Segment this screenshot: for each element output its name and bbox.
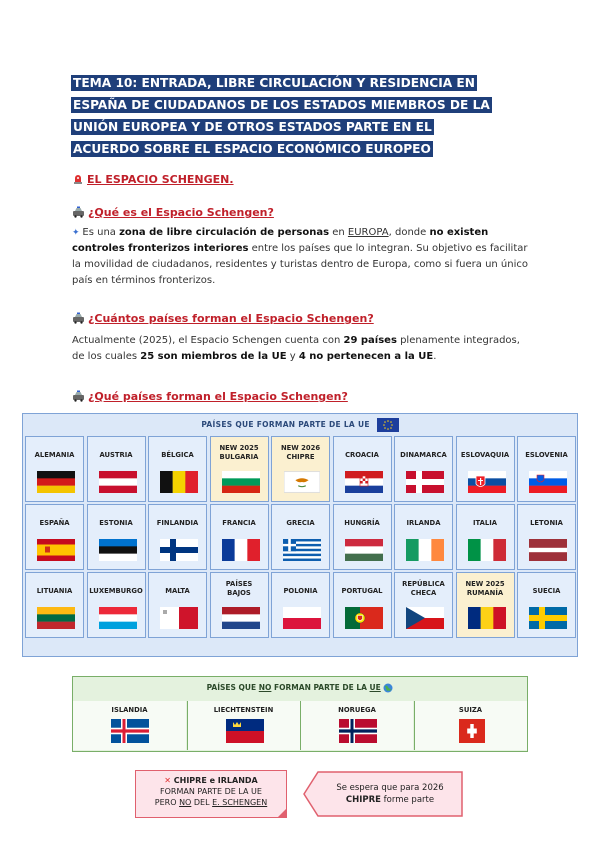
- country-name: CROACIA: [345, 451, 379, 459]
- country-cell-ro: [456, 572, 515, 638]
- country-cell-fi: [148, 504, 207, 570]
- eu-flag-icon: [377, 418, 399, 432]
- country-name: NORUEGA: [338, 706, 376, 714]
- title-line-2: ESPAÑA DE CIUDADANOS DE LOS ESTADOS MIEMBROS DE LA: [73, 98, 490, 112]
- eu-table-header: [23, 414, 577, 436]
- flag-hu-icon: [345, 539, 383, 561]
- title-line-3: UNIÓN EUROPEA Y DE OTROS ESTADOS PARTE EN EL: [73, 120, 432, 134]
- flag-fi-icon: [160, 539, 198, 561]
- note-left-line3-b: NO: [179, 798, 192, 807]
- country-cell-bg: [210, 436, 269, 502]
- new-tag-label: NEW 2026: [280, 444, 321, 452]
- country-cell-hu: [333, 504, 392, 570]
- country-cell-lv: [517, 504, 576, 570]
- flag-lu-icon: [99, 607, 137, 629]
- country-cell-pl: [271, 572, 330, 638]
- q1-text-d: EUROPA: [347, 227, 389, 238]
- country-name: [211, 444, 268, 462]
- country-cell-fr: [210, 504, 269, 570]
- country-name: LUXEMBURGO: [89, 587, 143, 595]
- note-right-line2-a: CHIPRE: [345, 795, 381, 805]
- country-name: ISLANDIA: [111, 706, 148, 714]
- country-cell-hr: [333, 436, 392, 502]
- non-eu-country-cell-ch: [414, 701, 527, 750]
- country-cell-cy: [271, 436, 330, 502]
- non-eu-country-cell-is: [73, 701, 186, 750]
- country-cell-gr: [271, 504, 330, 570]
- country-name: LIECHTENSTEIN: [213, 706, 274, 714]
- note-right-line2-b: forme parte: [380, 795, 435, 805]
- flag-dk-icon: [406, 471, 444, 493]
- country-name: HUNGRÍA: [344, 519, 380, 527]
- note-right-line1: Se espera que para 2026: [336, 783, 444, 793]
- new-tag-label: NEW 2025: [219, 444, 259, 452]
- flag-sk-icon: [468, 471, 506, 493]
- country-name: REPÚBLICA CHECA: [402, 580, 445, 597]
- q1-text-c: en: [329, 227, 348, 238]
- note-callout-right: [302, 770, 464, 818]
- q2-heading: [72, 307, 374, 326]
- country-name: ESLOVAQUIA: [460, 451, 510, 459]
- flag-es-icon: [37, 539, 75, 561]
- country-name: AUSTRIA: [99, 451, 133, 459]
- flag-hr-icon: [345, 471, 383, 493]
- flag-mt-icon: [160, 607, 198, 629]
- flag-at-icon: [99, 471, 137, 493]
- country-name: PAÍSES BAJOS: [225, 580, 253, 597]
- country-name: LITUANIA: [36, 587, 73, 595]
- country-name-text: CHIPRE: [286, 453, 315, 461]
- country-name: MALTA: [165, 587, 190, 595]
- q1-text-f: no existen controles fronterizos interiores: [72, 227, 489, 254]
- country-cell-ie: [394, 504, 453, 570]
- country-name: [272, 444, 329, 462]
- q1-text-e: , donde: [388, 227, 430, 238]
- note-left-line2: FORMAN PARTE DE LA UE: [160, 787, 262, 796]
- new-tag-label: NEW 2025: [465, 580, 505, 588]
- flag-be-icon: [160, 471, 198, 493]
- country-name: ALEMANIA: [34, 451, 75, 459]
- q2-text-c: plenamente integrados, de los cuales: [72, 335, 520, 362]
- country-name: ITALIA: [472, 519, 498, 527]
- country-name: SUECIA: [532, 587, 561, 595]
- section-heading-text: EL ESPACIO SCHENGEN.: [87, 173, 234, 186]
- q3-heading: [72, 385, 348, 404]
- flag-ie-icon: [406, 539, 444, 561]
- country-cell-ee: [87, 504, 146, 570]
- non-eu-header-a: PAÍSES QUE: [206, 683, 259, 692]
- flag-se-icon: [529, 607, 567, 629]
- non-eu-header-c: FORMAN PARTE DE LA: [271, 683, 370, 692]
- country-name: ESPAÑA: [39, 519, 70, 527]
- country-cell-lu: [87, 572, 146, 638]
- q2-text-a: Actualmente (2025), el Espacio Schengen cuenta con: [72, 335, 344, 346]
- flag-lt-icon: [37, 607, 75, 629]
- flag-de-icon: [37, 471, 75, 493]
- country-cell-it: [456, 504, 515, 570]
- country-name: SUIZA: [458, 706, 483, 714]
- cross-icon: ✕: [164, 776, 174, 785]
- country-name: PORTUGAL: [341, 587, 383, 595]
- q2-paragraph: [72, 333, 532, 365]
- note-left-line3-d: E. SCHENGEN: [212, 798, 268, 807]
- country-cell-dk: [394, 436, 453, 502]
- flag-bg-icon: [222, 471, 260, 493]
- title-line-4: ACUERDO SOBRE EL ESPACIO ECONÓMICO EUROPEO: [73, 142, 431, 156]
- note-left-line3-a: PERO: [154, 798, 180, 807]
- q1-heading: [72, 201, 274, 220]
- flag-no-icon: [339, 719, 377, 743]
- flag-pt-icon: [345, 607, 383, 629]
- country-name: [457, 580, 514, 598]
- country-cell-mt: [148, 572, 207, 638]
- non-eu-table-header: [73, 677, 527, 699]
- country-name: IRLANDA: [406, 519, 441, 527]
- non-eu-countries-table: [72, 676, 528, 752]
- q1-text-b: zona de libre circulación de personas: [119, 227, 330, 238]
- q3-heading-text: ¿Qué países forman el Espacio Schengen?: [88, 390, 348, 403]
- siren-icon: [72, 173, 84, 185]
- flag-si-icon: [529, 471, 567, 493]
- flag-gr-icon: [283, 539, 321, 561]
- q2-text-f: 4 no pertenecen a la UE: [298, 351, 434, 362]
- star-bullet-icon: ✦: [72, 228, 83, 238]
- flag-is-icon: [111, 719, 149, 743]
- country-cell-at: [87, 436, 146, 502]
- country-cell-se: [517, 572, 576, 638]
- eu-countries-table: [22, 413, 578, 657]
- document-title: [71, 72, 531, 160]
- flag-nl-icon: [222, 607, 260, 629]
- non-eu-header-b: NO: [258, 683, 272, 692]
- police-car-icon: [72, 312, 85, 324]
- flag-lv-icon: [529, 539, 567, 561]
- q2-text-g: .: [433, 351, 437, 362]
- country-cell-es: [25, 504, 84, 570]
- country-name: POLONIA: [283, 587, 318, 595]
- title-line-1: TEMA 10: ENTRADA, LIBRE CIRCULACIÓN Y RESIDENCIA EN: [73, 76, 475, 90]
- flag-ro-icon: [468, 607, 506, 629]
- non-eu-header-d: UE: [369, 683, 381, 692]
- country-name: FINLANDIA: [156, 519, 199, 527]
- note-left-line1: CHIPRE e IRLANDA: [173, 776, 258, 785]
- flag-li-icon: [226, 719, 264, 743]
- q2-text-b: 29 países: [343, 335, 397, 346]
- q1-text-a: Es una: [82, 227, 120, 238]
- country-cell-si: [517, 436, 576, 502]
- police-car-icon: [72, 206, 85, 218]
- q1-paragraph: [72, 225, 532, 289]
- q2-text-e: y: [286, 351, 299, 362]
- note-left-line3-c: DEL: [191, 798, 213, 807]
- q2-heading-text: ¿Cuántos países forman el Espacio Schengen?: [88, 312, 374, 325]
- country-name: ESLOVENIA: [525, 451, 568, 459]
- country-cell-be: [148, 436, 207, 502]
- section-heading: [72, 168, 234, 187]
- flag-it-icon: [468, 539, 506, 561]
- flag-cz-icon: [406, 607, 444, 629]
- q1-text-g: entre los países que lo integran. Su objetivo es facilitar la movilidad de ciudadanos, residentes y turistas dentro de Europa, como si fuera un único país en términos fronterizos.: [72, 243, 528, 286]
- country-cell-cz: [394, 572, 453, 638]
- country-name-text: RUMANÍA: [466, 589, 504, 597]
- q1-heading-text: ¿Qué es el Espacio Schengen?: [88, 206, 274, 219]
- flag-ch-icon: [459, 719, 485, 743]
- country-cell-nl: [210, 572, 269, 638]
- note-box-left: [135, 770, 287, 818]
- country-name: ESTONIA: [99, 519, 133, 527]
- country-cell-sk: [456, 436, 515, 502]
- country-name: GRECIA: [286, 519, 315, 527]
- flag-pl-icon: [283, 607, 321, 629]
- eu-table-header-text: PAÍSES QUE FORMAN PARTE DE LA UE: [201, 420, 370, 429]
- page-fold-icon: [277, 808, 287, 818]
- flag-ee-icon: [99, 539, 137, 561]
- non-eu-country-cell-no: [300, 701, 413, 750]
- flag-fr-icon: [222, 539, 260, 561]
- police-car-icon: [72, 390, 85, 402]
- country-name: LETONIA: [530, 519, 563, 527]
- country-name-text: BULGARIA: [219, 453, 259, 461]
- globe-icon: [383, 683, 393, 693]
- country-cell-de: [25, 436, 84, 502]
- non-eu-country-cell-li: [187, 701, 300, 750]
- country-name: BÉLGICA: [161, 451, 194, 459]
- flag-cy-icon: [284, 471, 320, 493]
- country-name: FRANCIA: [222, 519, 256, 527]
- country-name: DINAMARCA: [400, 451, 447, 459]
- country-cell-pt: [333, 572, 392, 638]
- country-cell-lt: [25, 572, 84, 638]
- q2-text-d: 25 son miembros de la UE: [140, 351, 287, 362]
